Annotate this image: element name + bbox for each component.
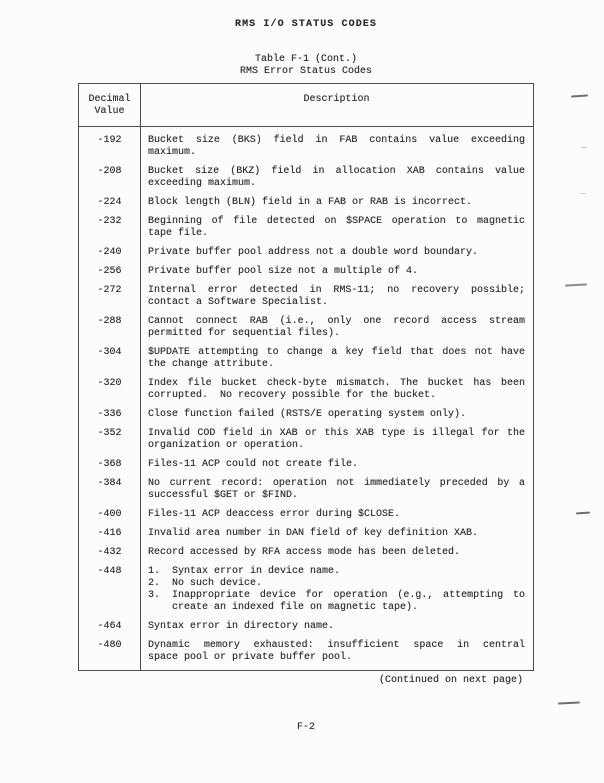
numbered-list-item <box>148 566 525 578</box>
table-row <box>79 409 533 421</box>
scan-artifact <box>581 147 587 148</box>
decimal-value-cell: -480 <box>97 640 122 651</box>
description-line: Internal error detected in RMS-11; no recovery possible; <box>148 285 525 296</box>
description-line: Block length (BLN) field in a FAB or RAB is incorrect. <box>148 197 473 208</box>
description-line: maximum. <box>148 147 197 158</box>
table-caption-line1: Table F-1 (Cont.) <box>254 54 358 65</box>
decimal-value-cell: -288 <box>97 316 122 327</box>
description-line: Bucket size (BKZ) field in allocation XAB contains value <box>148 166 525 177</box>
decimal-value-cell: -352 <box>97 428 122 439</box>
description-cell <box>140 547 533 559</box>
table-row <box>79 135 533 159</box>
description-column-header: Description <box>303 94 370 105</box>
description-line: Beginning of file detected on $SPACE operation to magnetic <box>148 216 525 227</box>
table-row <box>79 528 533 540</box>
table-row <box>79 166 533 190</box>
table-row <box>79 459 533 471</box>
description-cell <box>140 640 533 664</box>
decimal-value-cell: -432 <box>97 547 122 558</box>
description-line: No such device. <box>172 578 263 589</box>
decimal-value-cell: -232 <box>97 216 122 227</box>
description-line: contact a Software Specialist. <box>148 297 329 308</box>
list-item-number: 1. <box>148 566 161 577</box>
description-cell <box>140 197 533 209</box>
decimal-header-line2: Value <box>94 106 125 117</box>
description-line: Dynamic memory exhausted: insufficient space in central <box>148 640 525 651</box>
numbered-list-item <box>148 578 525 590</box>
table-row <box>79 478 533 502</box>
list-item-number: 2. <box>148 578 161 589</box>
description-line: Cannot connect RAB (i.e., only one record access stream <box>148 316 525 327</box>
column-divider <box>140 84 141 670</box>
description-cell <box>140 621 533 633</box>
description-cell <box>140 459 533 471</box>
description-cell <box>140 266 533 278</box>
table-row <box>79 378 533 402</box>
description-line: Syntax error in directory name. <box>148 621 335 632</box>
list-item-text <box>172 566 525 578</box>
description-line: Record accessed by RFA access mode has been deleted. <box>148 547 461 558</box>
table-row <box>79 621 533 633</box>
description-line: Syntax error in device name. <box>172 566 341 577</box>
description-cell <box>140 247 533 259</box>
scan-artifact <box>576 512 590 515</box>
decimal-value-cell: -272 <box>97 285 122 296</box>
description-line: organization or operation. <box>148 440 305 451</box>
description-cell <box>140 216 533 240</box>
decimal-value-cell: -224 <box>97 197 122 208</box>
table-row <box>79 509 533 521</box>
description-cell <box>140 347 533 371</box>
footer-page-number: F-2 <box>296 722 315 733</box>
decimal-value-cell: -384 <box>97 478 122 489</box>
list-item-number: 3. <box>148 590 161 601</box>
description-line: Index file bucket check-byte mismatch. The bucket has been <box>148 378 525 389</box>
table-row <box>79 247 533 259</box>
table-row <box>79 428 533 452</box>
description-line: the change attribute. <box>148 359 275 370</box>
table-row <box>79 197 533 209</box>
decimal-value-cell: -464 <box>97 621 122 632</box>
description-line: tape file. <box>148 228 209 239</box>
decimal-value-cell: -416 <box>97 528 122 539</box>
description-cell <box>140 428 533 452</box>
description-line: Files-11 ACP deaccess error during $CLOSE. <box>148 509 401 520</box>
scan-artifact <box>558 701 580 704</box>
description-line: Close function failed (RSTS/E operating system only). <box>148 409 467 420</box>
description-line: Files-11 ACP could not create file. <box>148 459 359 470</box>
decimal-value-cell: -240 <box>97 247 122 258</box>
description-line: Inappropriate device for operation (e.g., attempting to <box>172 590 525 601</box>
decimal-value-cell: -320 <box>97 378 122 389</box>
description-line: permitted for sequential files). <box>148 328 341 339</box>
table-row <box>79 316 533 340</box>
table-row <box>79 216 533 240</box>
description-line: No current record: operation not immediately preceded by a <box>148 478 525 489</box>
description-cell <box>140 166 533 190</box>
description-line: Invalid COD field in XAB or this XAB type is illegal for the <box>148 428 525 439</box>
table-caption-line2: RMS Error Status Codes <box>239 66 373 77</box>
description-cell <box>140 316 533 340</box>
scan-artifact <box>565 283 587 286</box>
description-cell <box>140 135 533 159</box>
list-item-text <box>172 578 525 590</box>
description-line: corrupted. No recovery possible for the bucket. <box>148 390 437 401</box>
table-row <box>79 566 533 614</box>
description-cell <box>140 509 533 521</box>
status-codes-table <box>78 83 534 671</box>
numbered-list-item <box>148 590 525 614</box>
decimal-value-cell: -256 <box>97 266 122 277</box>
description-line: Bucket size (BKS) field in FAB contains value exceeding <box>148 135 525 146</box>
description-line: Invalid area number in DAN field of key definition XAB. <box>148 528 479 539</box>
continued-note: (Continued on next page) <box>378 675 523 686</box>
description-cell <box>140 378 533 402</box>
table-row <box>79 347 533 371</box>
decimal-value-cell: -336 <box>97 409 122 420</box>
description-line: $UPDATE attempting to change a key field that does not have <box>148 347 525 358</box>
description-line: Private buffer pool address not a double word boundary. <box>148 247 479 258</box>
description-cell <box>140 409 533 421</box>
description-line: successful $GET or $FIND. <box>148 490 299 501</box>
description-line: space pool or private buffer pool. <box>148 652 353 663</box>
decimal-value-cell: -368 <box>97 459 122 470</box>
description-cell <box>140 528 533 540</box>
decimal-value-cell: -304 <box>97 347 122 358</box>
decimal-value-cell: -192 <box>97 135 122 146</box>
scan-artifact <box>571 94 588 97</box>
decimal-value-cell: -400 <box>97 509 122 520</box>
table-row <box>79 547 533 559</box>
description-cell <box>140 285 533 309</box>
decimal-value-cell: -208 <box>97 166 122 177</box>
table-header-row <box>79 84 533 127</box>
table-body <box>79 127 533 664</box>
description-line: exceeding maximum. <box>148 178 257 189</box>
table-row <box>79 640 533 664</box>
description-line: Private buffer pool size not a multiple of 4. <box>148 266 419 277</box>
page-header-title: RMS I/O STATUS CODES <box>234 19 378 30</box>
list-item-text <box>172 590 525 614</box>
decimal-value-column-header <box>79 94 140 118</box>
description-cell <box>140 566 533 614</box>
description-cell <box>140 478 533 502</box>
table-row <box>79 266 533 278</box>
scan-artifact <box>580 193 586 194</box>
decimal-value-cell: -448 <box>97 566 122 577</box>
decimal-header-line1: Decimal <box>88 94 131 105</box>
table-row <box>79 285 533 309</box>
table-caption <box>78 54 534 78</box>
description-line: create an indexed file on magnetic tape). <box>172 602 419 613</box>
